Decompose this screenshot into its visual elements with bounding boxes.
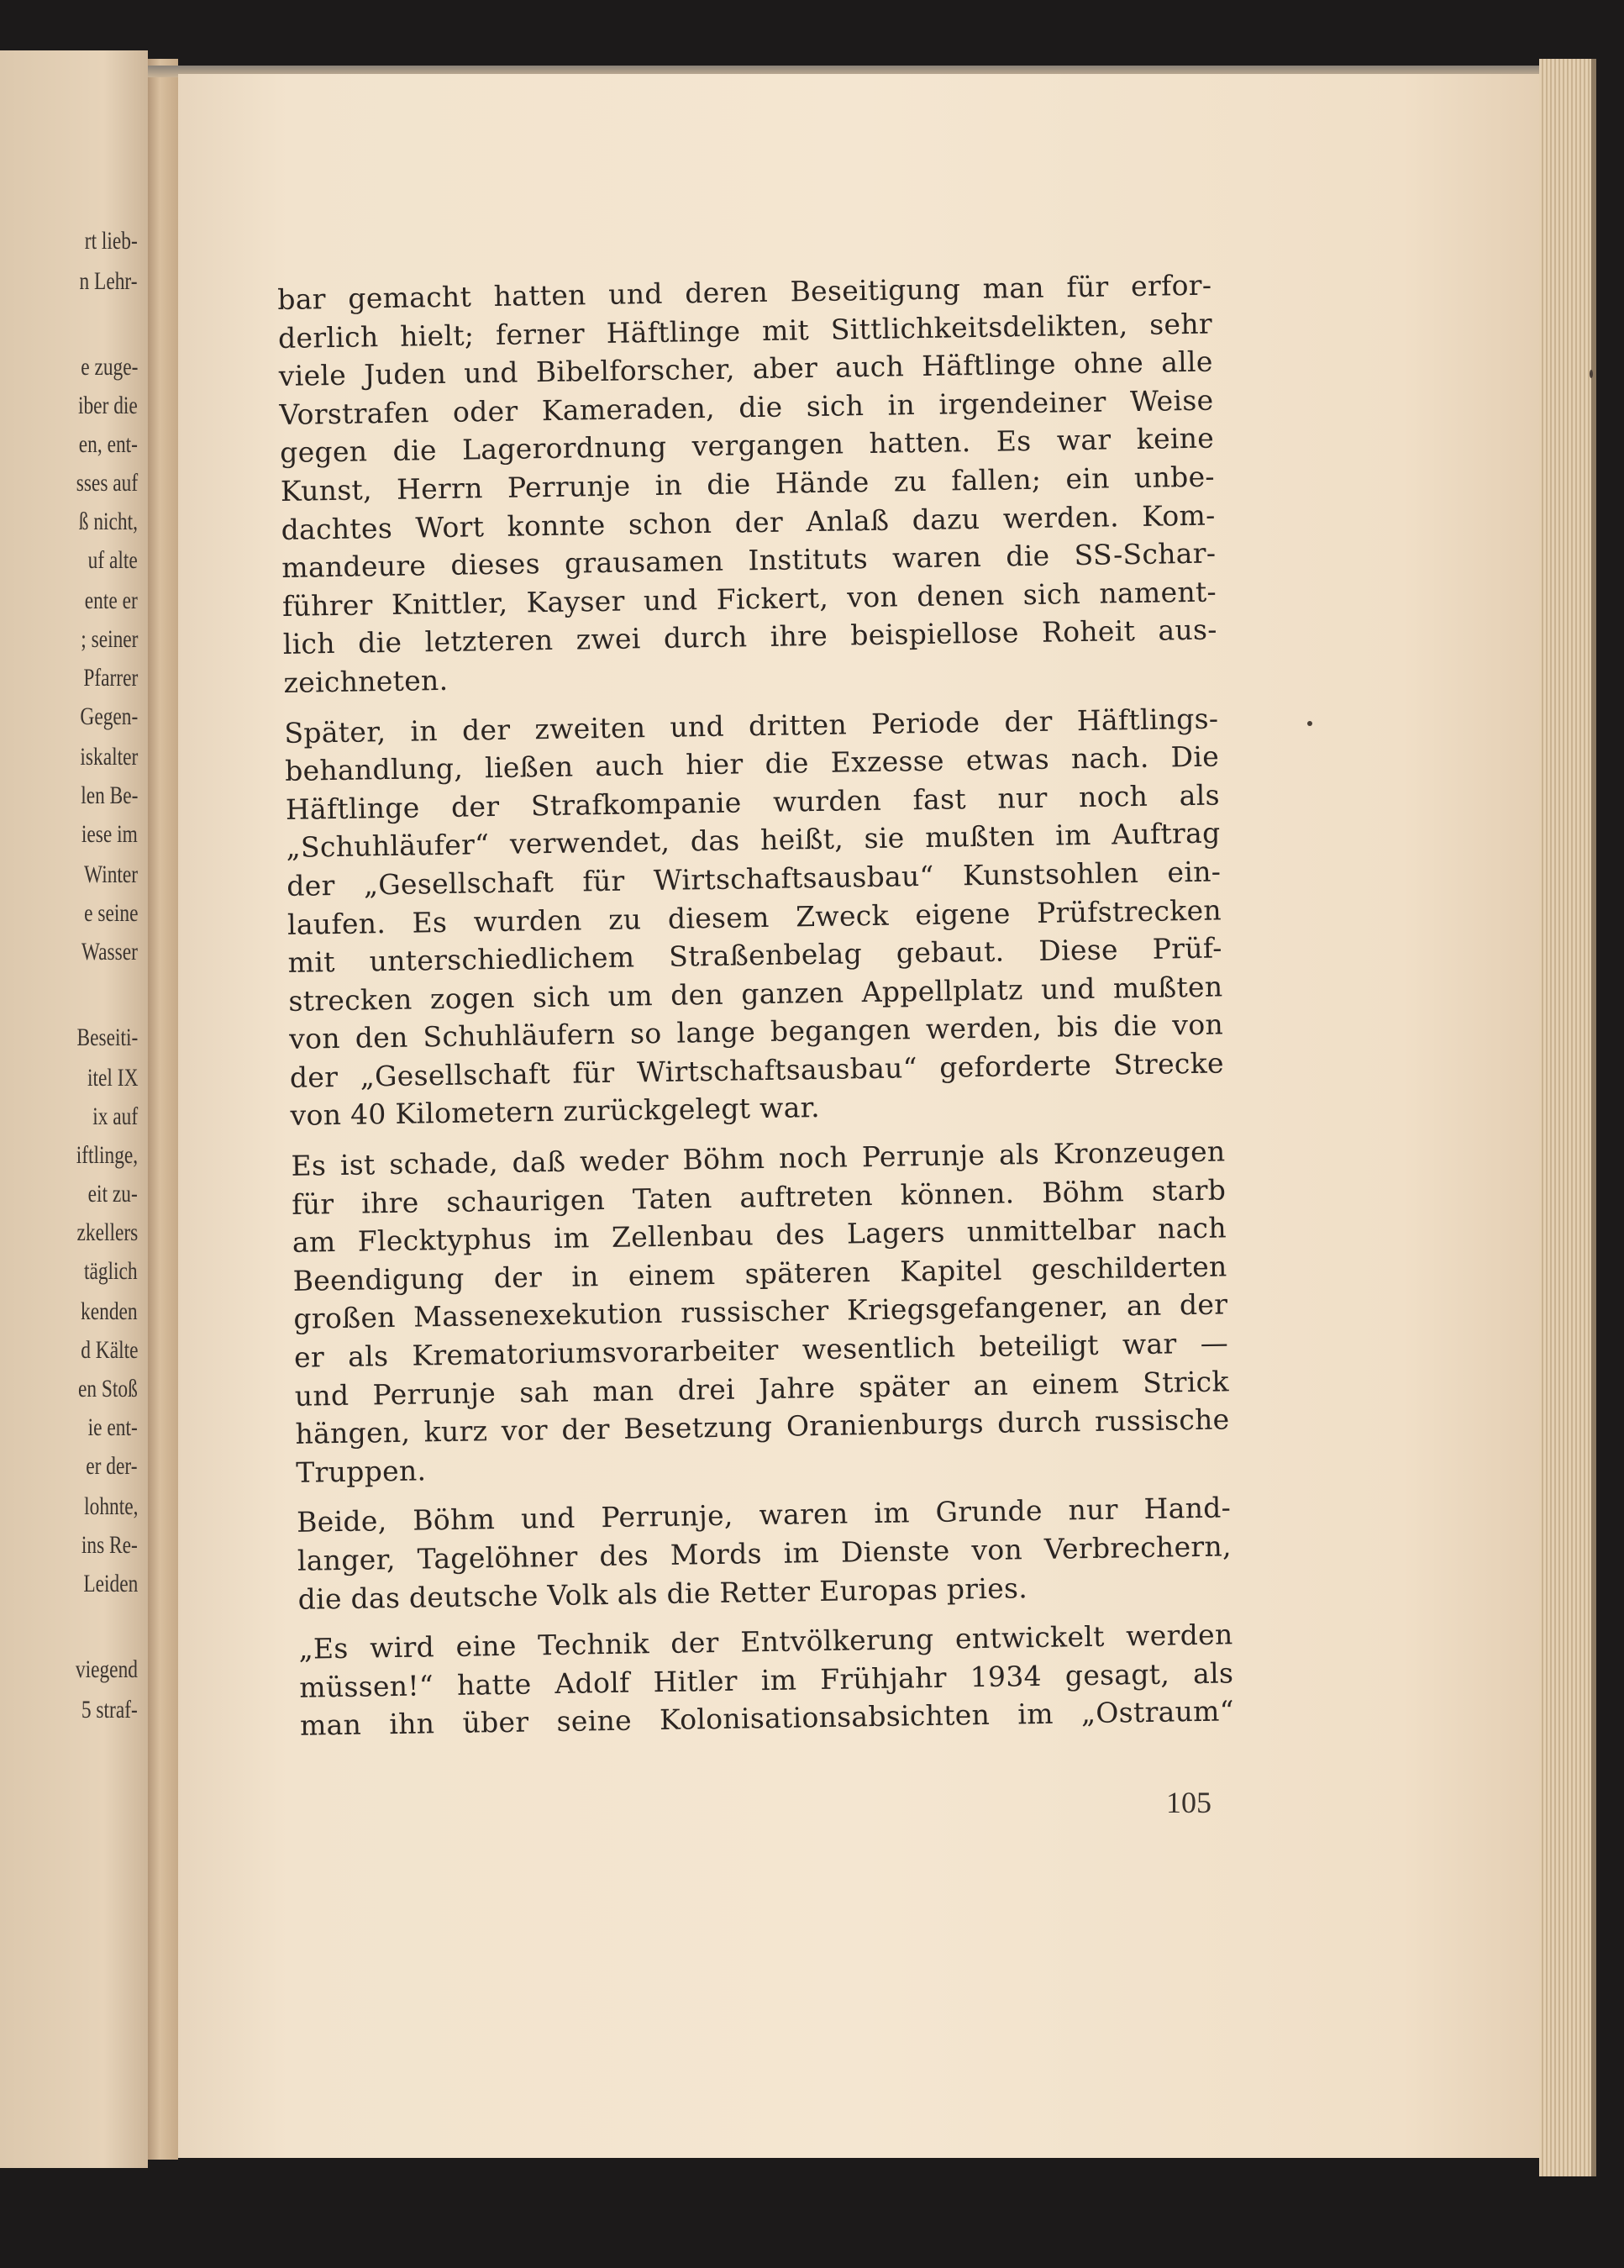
page-edge-stack (1539, 59, 1596, 2176)
paper-speck (1307, 721, 1312, 726)
body-text (277, 266, 1234, 1745)
text-line: bar gemacht hatten und deren Beseitigung man für erfor- (277, 268, 1212, 316)
facing-page-fragment: ; seiner (80, 625, 138, 653)
facing-page-fragment: Gegen- (80, 703, 138, 730)
facing-page-fragment: täglich (84, 1257, 138, 1285)
text-line: Truppen. (295, 1454, 427, 1489)
facing-page-fragment: ins Re- (81, 1531, 138, 1559)
facing-page-fragment: itel IX (87, 1064, 138, 1092)
text-line: dachtes Wort konnte schon der Anlaß dazu werden. Kom- (281, 498, 1216, 546)
text-line: Kunst, Herrn Perrunje in die Hände zu fallen; ein unbe- (280, 460, 1216, 508)
text-line: und Perrunje sah man drei Jahre später an einem Strick (294, 1364, 1230, 1413)
text-line: strecken zogen sich um den ganzen Appellplatz und mußten (288, 970, 1223, 1018)
text-line: behandlung, ließen auch hier die Exzesse etwas nach. Die (284, 739, 1220, 788)
text-line: mandeure dieses grausamen Instituts waren die SS-Schar- (281, 536, 1217, 585)
text-line: laufen. Es wurden zu diesem Zweck eigene Prüfstrecken (286, 892, 1222, 941)
text-line: Beide, Böhm und Perrunje, waren im Grunde nur Hand- (296, 1491, 1232, 1539)
facing-page-fragment: eit zu- (87, 1180, 138, 1208)
text-line: Beendigung der in einem späteren Kapitel geschilderten (292, 1250, 1227, 1297)
paragraph (297, 1489, 1232, 1618)
text-line: hängen, kurz vor der Besetzung Oranienburgs durch russische (295, 1402, 1230, 1451)
paragraph (298, 1616, 1234, 1745)
text-line: zeichneten. (283, 663, 449, 699)
text-line: man ihn über seine Kolonisationsabsichten im „Ostraum“ (299, 1694, 1235, 1743)
facing-page-fragment: Winter (83, 860, 138, 888)
facing-page-fragment: rt lieb- (84, 227, 138, 255)
text-line: derlich hielt; ferner Häftlinge mit Sittlichkeitsdelikten, sehr (277, 307, 1213, 355)
facing-page-fragment: lohnte, (83, 1492, 138, 1520)
facing-page-fragment: iskalter (80, 743, 138, 771)
facing-page-fragment: Pfarrer (83, 664, 138, 692)
text-line: Häftlinge der Strafkompanie wurden fast nur noch als (285, 778, 1221, 826)
text-line: mit unterschiedlichem Straßenbelag gebaut. Diese Prüf- (287, 931, 1222, 979)
text-line: viele Juden und Bibelforscher, aber auch Häftlinge ohne alle (278, 345, 1213, 393)
text-line: von 40 Kilometern zurückgelegt war. (290, 1091, 821, 1133)
text-line: müssen!“ hatte Adolf Hitler im Frühjahr 1934 gesagt, als (298, 1656, 1234, 1704)
text-line: Später, in der zweiten und dritten Periode der Häftlings- (284, 702, 1219, 750)
facing-page-fragment: e seine (83, 899, 138, 927)
facing-page-fragment: len Be- (80, 781, 138, 809)
text-line: Vorstrafen oder Kameraden, die sich in irgendeiner Weise (279, 383, 1214, 431)
paragraph (291, 1132, 1230, 1492)
page-number: 105 (1166, 1786, 1211, 1819)
facing-page-fragment: uf alte (87, 546, 138, 574)
text-line: gegen die Lagerordnung vergangen hatten. Es war keine (279, 421, 1215, 470)
text-line: für ihre schaurigen Taten auftreten können. Böhm starb (291, 1173, 1227, 1221)
text-line: er als Krematoriumsvorarbeiter wesentlich beteiligt war — (293, 1326, 1229, 1374)
facing-page-fragment: iese im (81, 820, 138, 848)
text-line: von den Schuhläufern so lange begangen werden, bis die von (288, 1008, 1224, 1056)
facing-page-fragment: Leiden (83, 1570, 138, 1597)
facing-page-fragment: ie ent- (87, 1413, 138, 1441)
facing-page-fragment: zkellers (76, 1218, 138, 1246)
text-line: lich die letzteren zwei durch ihre beispiellose Roheit aus- (282, 613, 1217, 661)
facing-page-fragment: iber die (78, 392, 138, 419)
facing-page-fragment: e zuge- (80, 353, 138, 381)
paragraph (284, 699, 1225, 1135)
facing-page-fragment: n Lehr- (79, 267, 138, 295)
facing-page-fragment: d Kälte (80, 1336, 138, 1364)
text-line: „Schuhläufer“ verwendet, das heißt, sie mußten im Auftrag (286, 816, 1221, 865)
facing-page-fragment: kenden (81, 1297, 138, 1325)
text-line: führer Knittler, Kayser und Fickert, von denen sich nament- (281, 575, 1217, 623)
facing-page-fragment: iftlinge, (76, 1141, 138, 1169)
text-line: der „Gesellschaft für Wirtschaftsausbau“ Kunstsohlen ein- (286, 855, 1222, 902)
facing-page-fragment: Beseiti- (76, 1023, 138, 1051)
facing-page-fragment: viegend (75, 1655, 138, 1683)
facing-page-fragment: ente er (84, 587, 138, 614)
text-line: großen Massenexekution russischer Kriegsgefangener, an der (293, 1287, 1228, 1336)
text-line: „Es wird eine Technik der Entvölkerung entwickelt werden (298, 1618, 1233, 1665)
facing-page-fragment: en Stoß (78, 1375, 138, 1402)
text-line: Es ist schade, daß weder Böhm noch Perrunje als Kronzeugen (291, 1134, 1226, 1182)
facing-page-fragment: ix auf (92, 1102, 138, 1130)
text-line: am Flecktyphus im Zellenbau des Lagers unmittelbar nach (292, 1211, 1227, 1260)
facing-page-fragment: 5 straf- (81, 1696, 138, 1723)
facing-page-left (0, 50, 148, 2168)
facing-page-fragment: sses auf (76, 469, 138, 497)
paper-speck (1590, 370, 1593, 378)
facing-page-fragment: Wasser (81, 938, 138, 966)
facing-page-fragment: en, ent- (78, 430, 138, 458)
book-gutter (148, 59, 178, 2160)
facing-page-fragment: er der- (86, 1452, 138, 1480)
text-line: die das deutsche Volk als die Retter Europas pries. (297, 1571, 1028, 1616)
paragraph (277, 266, 1218, 703)
facing-page-fragment: ß nicht, (78, 508, 138, 535)
text-line: der „Gesellschaft für Wirtschaftsausbau“ geforderte Strecke (289, 1046, 1225, 1094)
text-line: langer, Tagelöhner des Mords im Dienste von Verbrechern, (297, 1529, 1232, 1577)
